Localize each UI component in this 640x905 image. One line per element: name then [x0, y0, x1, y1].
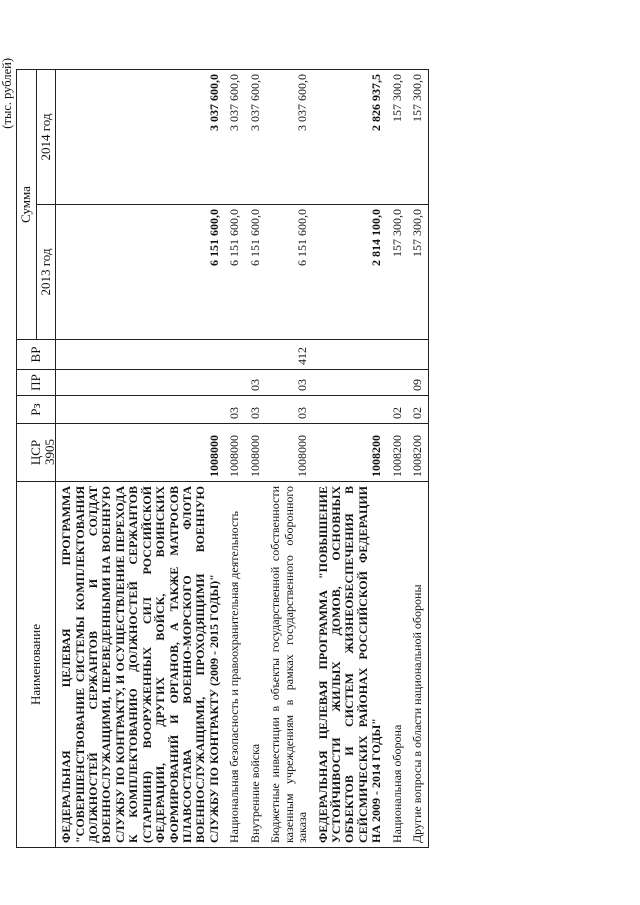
row-name: Бюджетные инвестиции в объекты государственной собственности казенным учреждениям в рамках государственного оборонного заказа: [265, 482, 312, 848]
row-rz: [313, 396, 387, 424]
row-rz: 03: [224, 396, 244, 424]
header-name: Наименование: [17, 482, 56, 848]
row-name: Другие вопросы в области национальной обороны: [407, 482, 428, 848]
row-pr: 03: [245, 370, 265, 396]
page-number-text: 3905: [42, 439, 57, 465]
row-name: Внутренние войска: [245, 482, 265, 848]
row-csr: 1008000: [56, 424, 225, 482]
row-amount-2013: 6 151 600,0: [56, 205, 225, 340]
row-csr: 1008200: [407, 424, 428, 482]
rotated-page: [0, 58, 500, 848]
row-vr: [245, 340, 265, 370]
row-name: Национальная оборона: [387, 482, 407, 848]
row-csr: 1008000: [265, 424, 312, 482]
row-amount-2014: 3 037 600,0: [224, 70, 244, 205]
row-amount-2013: 6 151 600,0: [245, 205, 265, 340]
header-year-2014: 2014 год: [36, 70, 56, 205]
row-csr: 1008000: [224, 424, 244, 482]
row-amount-2014: 3 037 600,0: [265, 70, 312, 205]
header-year-2013: 2013 год: [36, 205, 56, 340]
row-rz: [56, 396, 225, 424]
row-amount-2014: 2 826 937,5: [313, 70, 387, 205]
row-csr: 1008000: [245, 424, 265, 482]
row-name: ФЕДЕРАЛЬНАЯ ЦЕЛЕВАЯ ПРОГРАММА "ПОВЫШЕНИЕ УСТОЙЧИВОСТИ ЖИЛЫХ ДОМОВ, ОСНОВНЫХ ОБЪЕКТОВ И СИСТЕМ ЖИЗНЕОБЕСПЕЧЕНИЯ В СЕЙСМИЧЕСКИХ РАЙОНАХ РОССИЙСКОЙ ФЕДЕРАЦИИ НА 2009 - 2014 ГОДЫ": [313, 482, 387, 848]
row-vr: [224, 340, 244, 370]
row-csr: 1008200: [387, 424, 407, 482]
row-pr: [224, 370, 244, 396]
table-row: [245, 70, 265, 848]
header-pr: ПР: [17, 370, 56, 396]
table-row: [56, 70, 225, 848]
row-vr: [407, 340, 428, 370]
row-vr: 412: [265, 340, 312, 370]
table-row: [313, 70, 387, 848]
row-rz: 03: [245, 396, 265, 424]
header-csr: ЦСР: [17, 424, 56, 482]
row-amount-2014: 3 037 600,0: [245, 70, 265, 205]
budget-table: [16, 69, 429, 848]
row-amount-2013: 6 151 600,0: [265, 205, 312, 340]
row-name: Национальная безопасность и правоохранительная деятельность: [224, 482, 244, 848]
row-pr: [56, 370, 225, 396]
row-vr: [313, 340, 387, 370]
table-row: [387, 70, 407, 848]
row-amount-2013: 157 300,0: [387, 205, 407, 340]
row-pr: [313, 370, 387, 396]
header-vr: ВР: [17, 340, 56, 370]
row-pr: [387, 370, 407, 396]
row-name: ФЕДЕРАЛЬНАЯ ЦЕЛЕВАЯ ПРОГРАММА "СОВЕРШЕНСТВОВАНИЕ СИСТЕМЫ КОМПЛЕКТОВАНИЯ ДОЛЖНОСТЕЙ СЕРЖАНТОВ И СОЛДАТ ВОЕННОСЛУЖАЩИМИ, ПЕРЕВЕДЕННЫМИ НА ВОЕННУЮ СЛУЖБУ ПО КОНТРАКТУ, И ОСУЩЕСТВЛЕНИЕ ПЕРЕХОДА К КОМПЛЕКТОВАНИЮ ДОЛЖНОСТЕЙ СЕРЖАНТОВ (СТАРШИН) ВООРУЖЕННЫХ СИЛ РОССИЙСКОЙ ФЕДЕРАЦИИ, ДРУГИХ ВОЙСК, ВОИНСКИХ ФОРМИРОВАНИЙ И ОРГАНОВ, А ТАКЖЕ МАТРОСОВ ПЛАВСОСТАВА ВОЕННО-МОРСКОГО ФЛОТА ВОЕННОСЛУЖАЩИМИ, ПРОХОДЯЩИМИ ВОЕННУЮ СЛУЖБУ ПО КОНТРАКТУ (2009 - 2015 ГОДЫ)": [56, 482, 225, 848]
row-amount-2014: 3 037 600,0: [56, 70, 225, 205]
table-row: [407, 70, 428, 848]
row-rz: 02: [407, 396, 428, 424]
row-vr: [387, 340, 407, 370]
row-amount-2013: 157 300,0: [407, 205, 428, 340]
table-row: [224, 70, 244, 848]
row-amount-2013: 2 814 100,0: [313, 205, 387, 340]
header-sum: Сумма: [17, 70, 37, 340]
row-vr: [56, 340, 225, 370]
table-row: [265, 70, 312, 848]
row-amount-2014: 157 300,0: [407, 70, 428, 205]
row-amount-2013: 6 151 600,0: [224, 205, 244, 340]
row-pr: 03: [265, 370, 312, 396]
row-amount-2014: 157 300,0: [387, 70, 407, 205]
units-label: (тыс. рублей): [0, 58, 14, 129]
row-pr: 09: [407, 370, 428, 396]
row-rz: 02: [387, 396, 407, 424]
header-rz: Рз: [17, 396, 56, 424]
row-csr: 1008200: [313, 424, 387, 482]
row-rz: 03: [265, 396, 312, 424]
